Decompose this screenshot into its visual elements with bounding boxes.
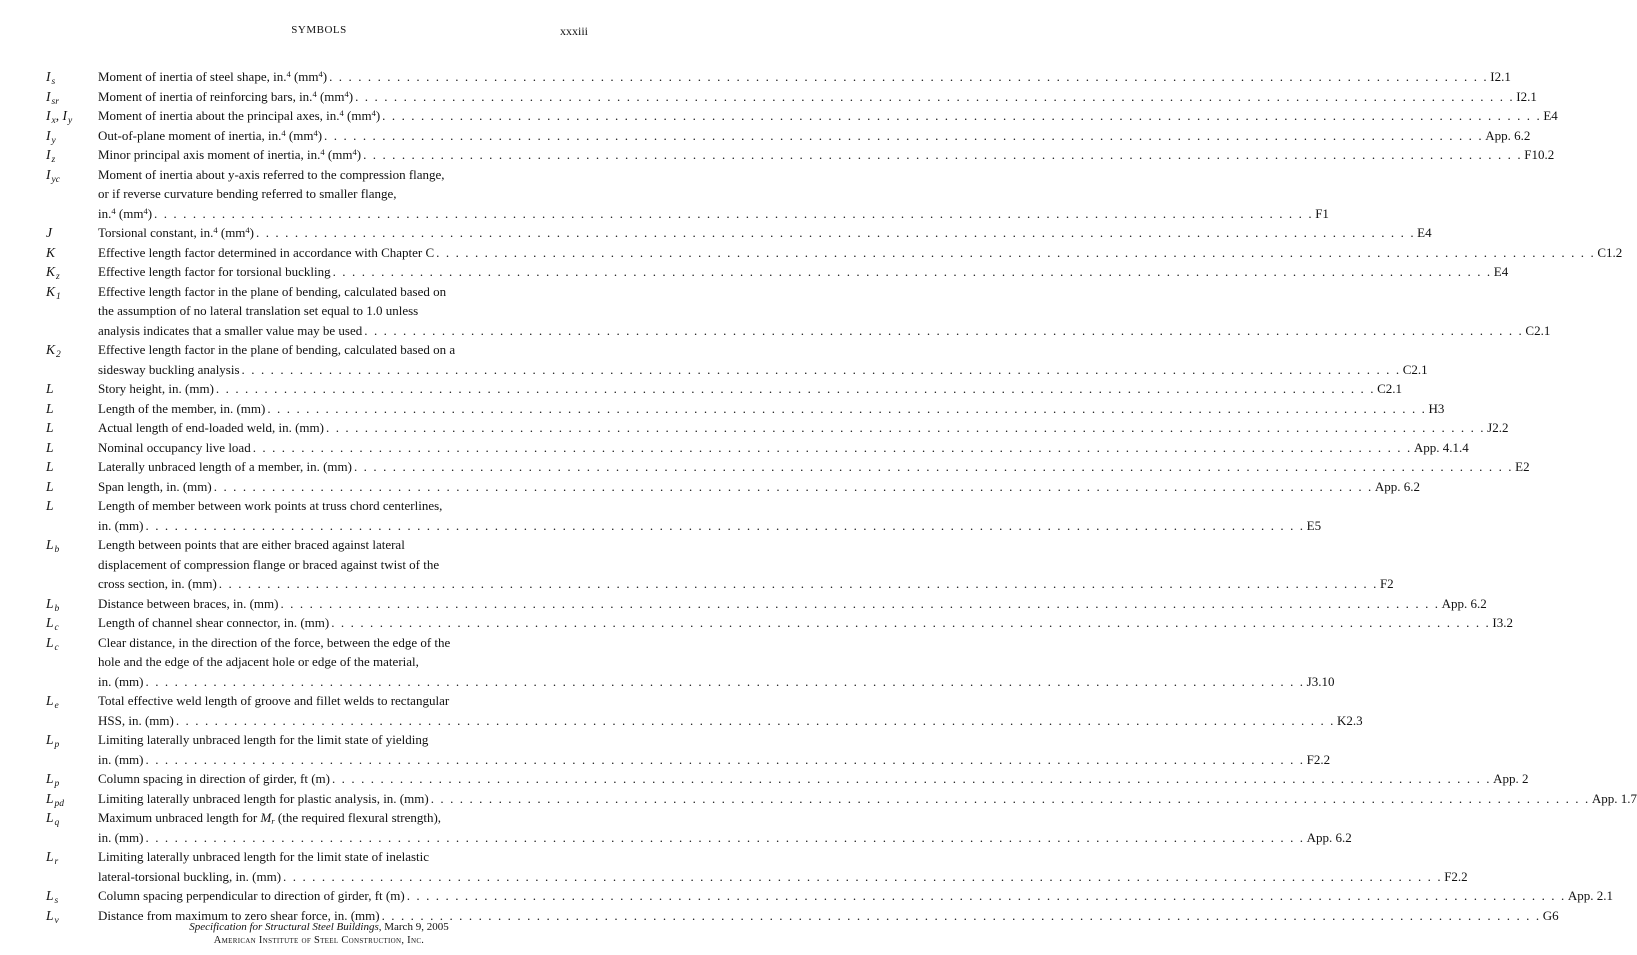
symbol-description [98, 145, 1555, 165]
section-reference: App. 6.2 [1306, 829, 1352, 845]
symbol [46, 243, 98, 263]
symbol-subscript: 2 [56, 350, 61, 360]
symbol-entry [46, 379, 1402, 399]
symbol-entry [46, 106, 1558, 126]
symbol-subscript: s [51, 77, 56, 87]
symbol-description [98, 126, 1531, 146]
symbol-base: L [46, 498, 54, 513]
symbol-base: L [46, 400, 54, 416]
leader-dots: . . . . . . . . . . . . . . . . . . . . . . . . . . . . . . . . . . . . . . . . . . . . . . . . . . . . . . . . . . . . . . . . . . . . . . . . . . . . . . . . . . . . . . . . . . . . . . . . . . . . . . . . . . . . . . . . . . . . . . . . [241, 361, 1401, 377]
symbol-entry [46, 769, 1529, 789]
leader-dots: . . . . . . . . . . . . . . . . . . . . . . . . . . . . . . . . . . . . . . . . . . . . . . . . . . . . . . . . . . . . . . . . . . . . . . . . . . . . . . . . . . . . . . . . . . . . . . . . . . . . . . . . . . . . . . . . . . . . . . . . [267, 400, 1427, 416]
description-line [98, 496, 558, 516]
symbol-subscript: s [54, 896, 59, 906]
section-reference: J2.2 [1487, 420, 1509, 435]
symbol-subscript: p [54, 779, 60, 789]
symbol-subscript: v [54, 915, 59, 926]
symbol-base: L [46, 459, 54, 474]
description-text: in. (mm) [98, 751, 144, 767]
symbol-description [98, 633, 1335, 692]
symbol [46, 847, 98, 867]
symbol-base: L [46, 888, 54, 903]
section-reference: F2.2 [1444, 868, 1468, 884]
symbol-base: K [46, 244, 56, 260]
description-text: Effective length factor for torsional buckling [98, 264, 331, 279]
description-text: analysis indicates that a smaller value may be used [98, 322, 363, 338]
symbol-base: I [46, 166, 51, 182]
leader-dots: . . . . . . . . . . . . . . . . . . . . . . . . . . . . . . . . . . . . . . . . . . . . . . . . . . . . . . . . . . . . . . . . . . . . . . . . . . . . . . . . . . . . . . . . . . . . . . . . . . . . . . . . . . . . . . . . . . . . . . . . [145, 829, 1305, 845]
symbol [46, 496, 98, 516]
leader-dots: . . . . . . . . . . . . . . . . . . . . . . . . . . . . . . . . . . . . . . . . . . . . . . . . . . . . . . . . . . . . . . . . . . . . . . . . . . . . . . . . . . . . . . . . . . . . . . . . . . . . . . . . . . . . . . . . . . . . . . . . [329, 69, 1489, 84]
description-text: Span length, in. (mm) [98, 478, 212, 494]
description-line [98, 418, 1509, 438]
description-text: Limiting laterally unbraced length for the limit state of yielding [98, 732, 429, 747]
description-line [98, 106, 1558, 126]
description-line [98, 613, 1513, 633]
leader-dots: . . . . . . . . . . . . . . . . . . . . . . . . . . . . . . . . . . . . . . . . . . . . . . . . . . . . . . . . . . . . . . . . . . . . . . . . . . . . . . . . . . . . . . . . . . . . . . . . . . . . . . . . . . . . . . . . . . . . . . . . [283, 868, 1443, 884]
section-reference: App. 1.7 [1591, 790, 1637, 806]
footer-spec-title [0, 920, 638, 934]
description-text: the assumption of no lateral translation set equal to 1.0 unless [98, 303, 419, 318]
symbol [46, 87, 98, 107]
description-text: in. (mm) [98, 673, 144, 689]
description-text: Effective length factor in the plane of bending, calculated based on [98, 283, 447, 299]
symbol-entry [46, 613, 1513, 633]
description-line [98, 828, 1352, 848]
section-reference: F2.2 [1306, 751, 1331, 767]
description-text: lateral-torsional buckling, in. (mm) [98, 868, 282, 884]
page-header [0, 24, 638, 40]
leader-dots: . . . . . . . . . . . . . . . . . . . . . . . . . . . . . . . . . . . . . . . . . . . . . . . . . . . . . . . . . . . . . . . . . . . . . . . . . . . . . . . . . . . . . . . . . . . . . . . . . . . . . . . . . . . . . . . . . . . . . . . . [145, 751, 1305, 767]
symbol-subscript: z [51, 155, 56, 165]
description-text: Length of the member, in. (mm) [98, 400, 266, 416]
leader-dots: . . . . . . . . . . . . . . . . . . . . . . . . . . . . . . . . . . . . . . . . . . . . . . . . . . . . . . . . . . . . . . . . . . . . . . . . . . . . . . . . . . . . . . . . . . . . . . . . . . . . . . . . . . . . . . . . . . . . . . . . [280, 595, 1440, 611]
description-text: Moment of inertia about y-axis referred to the compression flange, [98, 166, 445, 182]
symbol [46, 633, 98, 653]
symbol-description [98, 399, 1445, 419]
symbol [46, 457, 98, 477]
symbol-entry [46, 126, 1531, 146]
symbol [46, 223, 98, 243]
leader-dots: . . . . . . . . . . . . . . . . . . . . . . . . . . . . . . . . . . . . . . . . . . . . . . . . . . . . . . . . . . . . . . . . . . . . . . . . . . . . . . . . . . . . . . . . . . . . . . . . . . . . . . . . . . . . . . . . . . . . . . . . [406, 888, 1566, 903]
leader-dots: . . . . . . . . . . . . . . . . . . . . . . . . . . . . . . . . . . . . . . . . . . . . . . . . . . . . . . . . . . . . . . . . . . . . . . . . . . . . . . . . . . . . . . . . . . . . . . . . . . . . . . . . . . . . . . . . . . . . . . . . [145, 517, 1305, 533]
section-reference: E4 [1417, 225, 1432, 240]
section-reference: E4 [1543, 108, 1558, 123]
symbol [46, 886, 98, 906]
description-line [98, 535, 558, 555]
symbol-description [98, 418, 1509, 438]
symbol-description [98, 223, 1432, 243]
symbol-entry [46, 496, 1322, 535]
description-line [98, 204, 1329, 224]
symbol-subscript: q [54, 818, 60, 828]
symbol-entry [46, 477, 1421, 497]
symbol-description [98, 808, 1352, 847]
symbol-base: L [46, 732, 54, 747]
description-text: Out-of-plane moment of inertia, in.$^4$ $(mm^4)$ [98, 127, 323, 143]
description-text: Maximum unbraced length for $M_r$ (the required flexural strength), [98, 810, 442, 826]
footer-date: March 9, 2005 [381, 921, 449, 933]
leader-dots: . . . . . . . . . . . . . . . . . . . . . . . . . . . . . . . . . . . . . . . . . . . . . . . . . . . . . . . . . . . . . . . . . . . . . . . . . . . . . . . . . . . . . . . . . . . . . . . . . . . . . . . . . . . . . . . . . . . . . . . . [324, 127, 1484, 143]
leader-dots: . . . . . . . . . . . . . . . . . . . . . . . . . . . . . . . . . . . . . . . . . . . . . . . . . . . . . . . . . . . . . . . . . . . . . . . . . . . . . . . . . . . . . . . . . . . . . . . . . . . . . . . . . . . . . . . . . . . . . . . . [154, 205, 1314, 221]
symbol-subscript: sr [51, 96, 59, 107]
section-reference: K2.3 [1337, 712, 1363, 728]
symbol [46, 691, 98, 711]
symbol-description [98, 594, 1487, 614]
symbol-base: I [46, 147, 51, 162]
description-line [98, 340, 558, 360]
symbol-base: K [46, 264, 56, 279]
page-number: xxxiii [559, 24, 588, 38]
symbol-base: I [46, 127, 51, 143]
description-text: Length between points that are either braced against lateral [98, 537, 405, 552]
page-footer [0, 920, 638, 948]
symbol-base: L [46, 693, 54, 708]
description-text: Distance from maximum to zero shear force, in. (mm) [98, 907, 380, 923]
symbol [46, 399, 98, 419]
description-text: Moment of inertia about the principal axes, in.$^4$ $(mm^4)$ [98, 108, 381, 123]
description-text: Effective length factor in the plane of bending, calculated based on a [98, 342, 456, 357]
leader-dots: . . . . . . . . . . . . . . . . . . . . . . . . . . . . . . . . . . . . . . . . . . . . . . . . . . . . . . . . . . . . . . . . . . . . . . . . . . . . . . . . . . . . . . . . . . . . . . . . . . . . . . . . . . . . . . . . . . . . . . . . [326, 420, 1486, 435]
section-reference: C2.1 [1402, 361, 1428, 377]
symbol-description [98, 789, 1637, 809]
symbol-description [98, 535, 1394, 594]
description-line [98, 867, 1468, 887]
description-text: in. (mm) [98, 517, 144, 533]
section-reference: App. 6.2 [1485, 127, 1531, 143]
symbol-entry [46, 633, 1335, 692]
description-line [98, 633, 558, 653]
description-line [98, 67, 1511, 87]
symbol [46, 418, 98, 438]
description-text: Minor principal axis moment of inertia, in.$^4$ $(mm^4)$ [98, 147, 362, 162]
symbol [46, 145, 98, 165]
symbol-description [98, 457, 1530, 477]
symbol-subscript: z [56, 272, 60, 282]
leader-dots: . . . . . . . . . . . . . . . . . . . . . . . . . . . . . . . . . . . . . . . . . . . . . . . . . . . . . . . . . . . . . . . . . . . . . . . . . . . . . . . . . . . . . . . . . . . . . . . . . . . . . . . . . . . . . . . . . . . . . . . . [381, 907, 1541, 923]
description-text: in. (mm) [98, 829, 144, 845]
section-reference: C1.2 [1597, 244, 1623, 260]
description-text: Limiting laterally unbraced length for plastic analysis, in. (mm) [98, 790, 429, 806]
symbol [46, 379, 98, 399]
description-text: Length of channel shear connector, in. (mm) [98, 615, 330, 630]
description-text: sidesway buckling analysis [98, 361, 240, 377]
section-reference: F2 [1379, 576, 1394, 591]
section-reference: App. 2.1 [1567, 888, 1613, 903]
symbol-separator: , [55, 108, 63, 123]
description-text: Torsional constant, in.$^4$ $(mm^4)$ [98, 225, 255, 240]
section-title: SYMBOLS [291, 24, 347, 36]
symbol-description [98, 769, 1529, 789]
section-reference: E4 [1493, 264, 1509, 279]
symbol-entry [46, 282, 1551, 341]
symbol-base: L [46, 537, 54, 552]
description-line [98, 750, 1331, 770]
description-line [98, 789, 1637, 809]
section-reference: App. 6.2 [1374, 478, 1421, 494]
symbol [46, 477, 98, 497]
leader-dots: . . . . . . . . . . . . . . . . . . . . . . . . . . . . . . . . . . . . . . . . . . . . . . . . . . . . . . . . . . . . . . . . . . . . . . . . . . . . . . . . . . . . . . . . . . . . . . . . . . . . . . . . . . . . . . . . . . . . . . . . [175, 712, 1335, 728]
symbol [46, 613, 98, 633]
symbol-entry [46, 262, 1509, 282]
leader-dots: . . . . . . . . . . . . . . . . . . . . . . . . . . . . . . . . . . . . . . . . . . . . . . . . . . . . . . . . . . . . . . . . . . . . . . . . . . . . . . . . . . . . . . . . . . . . . . . . . . . . . . . . . . . . . . . . . . . . . . . . [218, 576, 1378, 591]
description-text: Nominal occupancy live load [98, 439, 251, 455]
symbol-base: L [46, 634, 54, 650]
symbol-description [98, 340, 1428, 379]
symbol-entry [46, 789, 1637, 809]
symbol-base: L [46, 771, 54, 786]
description-text: Total effective weld length of groove and fillet welds to rectangular [98, 693, 450, 708]
symbol-entry [46, 847, 1468, 886]
symbol-base: L [46, 439, 54, 455]
description-line [98, 145, 1555, 165]
symbol-entry [46, 340, 1428, 379]
description-line [98, 282, 558, 302]
description-line [98, 360, 1428, 380]
description-text: Effective length factor determined in accordance with Chapter C [98, 244, 435, 260]
leader-dots: . . . . . . . . . . . . . . . . . . . . . . . . . . . . . . . . . . . . . . . . . . . . . . . . . . . . . . . . . . . . . . . . . . . . . . . . . . . . . . . . . . . . . . . . . . . . . . . . . . . . . . . . . . . . . . . . . . . . . . . . [332, 264, 1492, 279]
symbol-entry [46, 418, 1509, 438]
section-reference: I2.1 [1516, 88, 1537, 104]
symbol [46, 535, 98, 555]
description-text: Limiting laterally unbraced length for the limit state of inelastic [98, 849, 430, 864]
symbol-description [98, 847, 1468, 886]
symbol-subscript: p [54, 740, 60, 750]
symbol-base: L [46, 810, 54, 825]
description-text: HSS, in. (mm) [98, 712, 174, 728]
symbol [46, 808, 98, 828]
description-line [98, 574, 1394, 594]
description-line [98, 438, 1469, 458]
symbol-entry [46, 243, 1623, 263]
description-line [98, 730, 558, 750]
description-line [98, 399, 1445, 419]
section-reference: I3.2 [1492, 615, 1513, 630]
symbol-entry [46, 594, 1487, 614]
footer-spec-name: Specification for Structural Steel Buildings, [189, 921, 382, 933]
symbol [46, 165, 98, 185]
symbol-subscript: e [54, 701, 59, 711]
description-line [98, 847, 558, 867]
leader-dots: . . . . . . . . . . . . . . . . . . . . . . . . . . . . . . . . . . . . . . . . . . . . . . . . . . . . . . . . . . . . . . . . . . . . . . . . . . . . . . . . . . . . . . . . . . . . . . . . . . . . . . . . . . . . . . . . . . . . . . . . [331, 771, 1492, 786]
leader-dots: . . . . . . . . . . . . . . . . . . . . . . . . . . . . . . . . . . . . . . . . . . . . . . . . . . . . . . . . . . . . . . . . . . . . . . . . . . . . . . . . . . . . . . . . . . . . . . . . . . . . . . . . . . . . . . . . . . . . . . . . [355, 88, 1515, 104]
description-text: Actual length of end-loaded weld, in. (mm) [98, 420, 324, 435]
symbol-entry [46, 535, 1394, 594]
description-line [98, 301, 558, 321]
symbol-description [98, 262, 1509, 282]
symbol-base: I [46, 108, 51, 123]
symbol-subscript: b [54, 545, 60, 555]
description-line [98, 243, 1623, 263]
description-text: Moment of inertia of reinforcing bars, in.$^4$ $(mm^4)$ [98, 88, 354, 104]
description-text: cross section, in. (mm) [98, 576, 217, 591]
description-text: Laterally unbraced length of a member, in. (mm) [98, 459, 352, 474]
symbol-subscript: r [54, 857, 59, 867]
symbol-description [98, 496, 1322, 535]
symbol [46, 730, 98, 750]
symbol-subscript: c [54, 642, 59, 653]
symbol-base: I [46, 69, 51, 84]
description-line [98, 516, 1322, 536]
section-reference: G6 [1542, 907, 1559, 923]
description-line [98, 477, 1421, 497]
symbol-description [98, 613, 1513, 633]
leader-dots: . . . . . . . . . . . . . . . . . . . . . . . . . . . . . . . . . . . . . . . . . . . . . . . . . . . . . . . . . . . . . . . . . . . . . . . . . . . . . . . . . . . . . . . . . . . . . . . . . . . . . . . . . . . . . . . . . . . . . . . . [215, 381, 1376, 396]
description-line [98, 184, 558, 204]
symbol [46, 769, 98, 789]
symbol [46, 789, 98, 809]
description-text: Moment of inertia of steel shape, in.$^4$ $(mm^4)$ [98, 69, 328, 84]
description-line [98, 711, 1363, 731]
symbol-description [98, 438, 1469, 458]
symbol-description [98, 106, 1558, 126]
symbol-subscript: b [54, 603, 60, 614]
description-text: Distance between braces, in. (mm) [98, 595, 279, 611]
section-reference: F10.2 [1524, 147, 1555, 162]
symbol-base: L [46, 381, 54, 396]
symbol [46, 282, 98, 302]
symbol [46, 262, 98, 282]
symbol-entry [46, 223, 1432, 243]
description-line [98, 594, 1487, 614]
section-reference: C2.1 [1525, 322, 1551, 338]
section-reference: E5 [1306, 517, 1322, 533]
symbol-subscript: pd [54, 798, 65, 809]
symbol-description [98, 165, 1329, 224]
description-line [98, 555, 558, 575]
description-line [98, 457, 1530, 477]
description-line [98, 165, 558, 185]
description-line [98, 769, 1529, 789]
description-line [98, 379, 1402, 399]
description-line [98, 691, 558, 711]
symbol-subscript: c [54, 623, 59, 633]
leader-dots: . . . . . . . . . . . . . . . . . . . . . . . . . . . . . . . . . . . . . . . . . . . . . . . . . . . . . . . . . . . . . . . . . . . . . . . . . . . . . . . . . . . . . . . . . . . . . . . . . . . . . . . . . . . . . . . . . . . . . . . . [364, 322, 1524, 338]
leader-dots: . . . . . . . . . . . . . . . . . . . . . . . . . . . . . . . . . . . . . . . . . . . . . . . . . . . . . . . . . . . . . . . . . . . . . . . . . . . . . . . . . . . . . . . . . . . . . . . . . . . . . . . . . . . . . . . . . . . . . . . . [252, 439, 1412, 455]
symbol [46, 106, 98, 126]
symbol-entry [46, 691, 1363, 730]
description-line [98, 321, 1551, 341]
symbol-description [98, 87, 1537, 107]
symbol-entry [46, 67, 1511, 87]
symbol-base: J [46, 225, 52, 240]
symbol-entry [46, 457, 1530, 477]
leader-dots: . . . . . . . . . . . . . . . . . . . . . . . . . . . . . . . . . . . . . . . . . . . . . . . . . . . . . . . . . . . . . . . . . . . . . . . . . . . . . . . . . . . . . . . . . . . . . . . . . . . . . . . . . . . . . . . . . . . . . . . . [145, 673, 1305, 689]
description-text: Length of member between work points at truss chord centerlines, [98, 498, 443, 513]
symbols-list [46, 67, 1637, 926]
symbol-base: I [62, 108, 67, 123]
description-line [98, 223, 1432, 243]
symbol-entry [46, 165, 1329, 224]
symbol-description [98, 886, 1613, 906]
symbol-base: L [46, 790, 54, 806]
leader-dots: . . . . . . . . . . . . . . . . . . . . . . . . . . . . . . . . . . . . . . . . . . . . . . . . . . . . . . . . . . . . . . . . . . . . . . . . . . . . . . . . . . . . . . . . . . . . . . . . . . . . . . . . . . . . . . . . . . . . . . . . [353, 459, 1514, 474]
symbol-entry [46, 399, 1445, 419]
symbol-subscript: x [51, 116, 56, 126]
section-reference: E2 [1515, 459, 1530, 474]
symbol [46, 438, 98, 458]
description-text: Column spacing in direction of girder, ft (m) [98, 771, 330, 786]
description-text: Column spacing perpendicular to direction of girder, ft (m) [98, 888, 405, 903]
symbol-entry [46, 886, 1613, 906]
symbol-subscript: y [51, 135, 56, 146]
section-reference: App. 2 [1493, 771, 1529, 786]
symbol-entry [46, 438, 1469, 458]
leader-dots: . . . . . . . . . . . . . . . . . . . . . . . . . . . . . . . . . . . . . . . . . . . . . . . . . . . . . . . . . . . . . . . . . . . . . . . . . . . . . . . . . . . . . . . . . . . . . . . . . . . . . . . . . . . . . . . . . . . . . . . . [363, 147, 1523, 162]
symbol-base: L [46, 849, 54, 864]
symbol-base: L [46, 595, 54, 611]
description-text: hole and the edge of the adjacent hole or edge of the material, [98, 654, 419, 669]
description-line [98, 87, 1537, 107]
leader-dots: . . . . . . . . . . . . . . . . . . . . . . . . . . . . . . . . . . . . . . . . . . . . . . . . . . . . . . . . . . . . . . . . . . . . . . . . . . . . . . . . . . . . . . . . . . . . . . . . . . . . . . . . . . . . . . . . . . . . . . . . [331, 615, 1491, 630]
symbol-base: K [46, 283, 56, 299]
symbol [46, 126, 98, 146]
description-line [98, 808, 558, 828]
symbol-description [98, 730, 1331, 769]
section-reference: F1 [1315, 205, 1329, 221]
symbol [46, 340, 98, 360]
description-text: displacement of compression flange or braced against twist of the [98, 556, 440, 572]
section-reference: H3 [1428, 400, 1445, 416]
description-text: in.$^4$ $(mm^4)$ [98, 205, 153, 221]
symbol-description [98, 67, 1511, 87]
symbol-entry [46, 808, 1352, 847]
symbol-subscript: yc [51, 174, 60, 185]
symbol-base: K [46, 342, 56, 357]
description-line [98, 672, 1335, 692]
symbol-entry [46, 87, 1537, 107]
symbol-description [98, 379, 1402, 399]
description-line [98, 886, 1613, 906]
description-line [98, 126, 1531, 146]
symbol-entry [46, 145, 1555, 165]
section-reference: J3.10 [1306, 673, 1335, 689]
leader-dots: . . . . . . . . . . . . . . . . . . . . . . . . . . . . . . . . . . . . . . . . . . . . . . . . . . . . . . . . . . . . . . . . . . . . . . . . . . . . . . . . . . . . . . . . . . . . . . . . . . . . . . . . . . . . . . . . . . . . . . . . [256, 225, 1416, 240]
symbol-base: I [46, 88, 51, 104]
footer-publisher: American Institute of Steel Construction, Inc. [213, 935, 425, 946]
symbol-base: L [46, 420, 54, 435]
section-reference: App. 6.2 [1441, 595, 1487, 611]
symbol-base: L [46, 907, 54, 923]
symbol-entry [46, 730, 1331, 769]
description-text: or if reverse curvature bending referred to smaller flange, [98, 186, 397, 201]
leader-dots: . . . . . . . . . . . . . . . . . . . . . . . . . . . . . . . . . . . . . . . . . . . . . . . . . . . . . . . . . . . . . . . . . . . . . . . . . . . . . . . . . . . . . . . . . . . . . . . . . . . . . . . . . . . . . . . . . . . . . . . . [436, 244, 1596, 260]
section-reference: App. 4.1.4 [1413, 439, 1469, 455]
description-line [98, 262, 1509, 282]
symbol-base: L [46, 478, 54, 494]
symbol-description [98, 243, 1623, 263]
leader-dots: . . . . . . . . . . . . . . . . . . . . . . . . . . . . . . . . . . . . . . . . . . . . . . . . . . . . . . . . . . . . . . . . . . . . . . . . . . . . . . . . . . . . . . . . . . . . . . . . . . . . . . . . . . . . . . . . . . . . . . . . [382, 108, 1542, 123]
symbol-description [98, 691, 1363, 730]
symbol [46, 594, 98, 614]
section-reference: I2.1 [1490, 69, 1511, 84]
symbol-subscript: 1 [56, 291, 61, 302]
description-text: Clear distance, in the direction of the force, between the edge of the [98, 634, 451, 650]
description-line [98, 652, 558, 672]
symbol-subscript: y [67, 116, 73, 126]
symbol-description [98, 282, 1551, 341]
description-text: Story height, in. (mm) [98, 381, 214, 396]
section-reference: C2.1 [1377, 381, 1402, 396]
symbol [46, 67, 98, 87]
leader-dots: . . . . . . . . . . . . . . . . . . . . . . . . . . . . . . . . . . . . . . . . . . . . . . . . . . . . . . . . . . . . . . . . . . . . . . . . . . . . . . . . . . . . . . . . . . . . . . . . . . . . . . . . . . . . . . . . . . . . . . . . [430, 790, 1590, 806]
leader-dots: . . . . . . . . . . . . . . . . . . . . . . . . . . . . . . . . . . . . . . . . . . . . . . . . . . . . . . . . . . . . . . . . . . . . . . . . . . . . . . . . . . . . . . . . . . . . . . . . . . . . . . . . . . . . . . . . . . . . . . . . [213, 478, 1373, 494]
symbol-description [98, 477, 1421, 497]
symbol-base: L [46, 615, 54, 630]
